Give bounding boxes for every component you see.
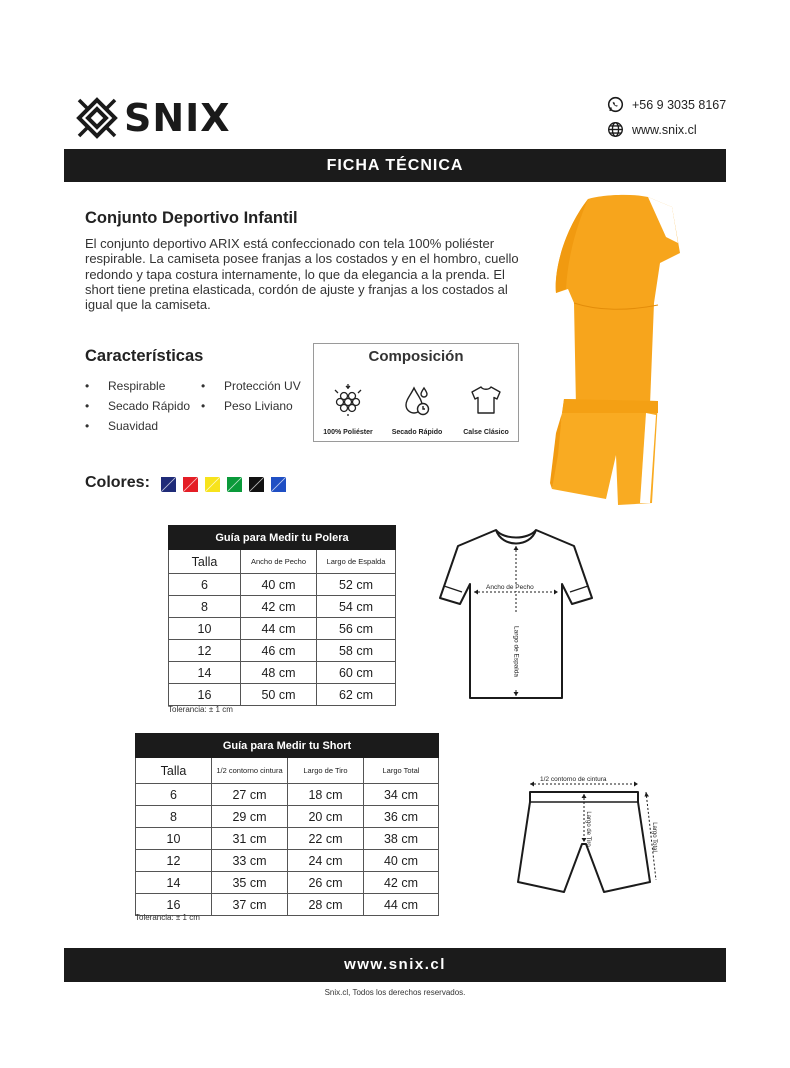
phone-contact[interactable]: [607, 96, 726, 113]
brand-logo: [76, 96, 231, 140]
size-cell: 12: [136, 850, 212, 872]
measure-cell: 28 cm: [288, 894, 364, 916]
shirt-tolerance: Tolerancia: ± 1 cm: [168, 705, 233, 714]
table-row: [136, 850, 439, 872]
feature-item: • Secado Rápido: [82, 398, 198, 414]
measure-cell: 36 cm: [364, 806, 439, 828]
globe-icon: [607, 121, 624, 138]
measure-cell: 62 cm: [317, 684, 396, 706]
table-header: Talla: [169, 550, 241, 574]
copyright: Snix.cl, Todos los derechos reservados.: [324, 988, 466, 997]
shirt-table-title: Guía para Medir tu Polera: [169, 526, 396, 550]
measure-cell: 46 cm: [241, 640, 317, 662]
table-row: [136, 806, 439, 828]
color-swatch[interactable]: [271, 477, 286, 492]
whatsapp-icon: [607, 96, 624, 113]
waist-label: 1/2 contorno de cintura: [540, 776, 607, 783]
measure-cell: 60 cm: [317, 662, 396, 684]
measure-cell: 50 cm: [241, 684, 317, 706]
footer-banner[interactable]: www.snix.cl: [64, 948, 726, 982]
composition-box: [313, 343, 519, 442]
tshirt-icon: [469, 382, 503, 418]
feature-item: • Respirable: [82, 378, 198, 394]
composition-title: Composición: [368, 348, 464, 365]
table-header: Largo de Tiro: [288, 758, 364, 784]
table-row: [169, 574, 396, 596]
table-row: [169, 662, 396, 684]
size-cell: 6: [136, 784, 212, 806]
feature-item: • Protección UV: [198, 378, 308, 394]
composition-classic-fit: [452, 382, 520, 436]
back-length-label: Largo de Espalda: [513, 614, 520, 690]
features-title: Características: [85, 347, 204, 365]
composition-quick-dry: [383, 382, 451, 436]
size-cell: 16: [169, 684, 241, 706]
color-swatch[interactable]: [205, 477, 220, 492]
measure-cell: 42 cm: [364, 872, 439, 894]
colors-label: Colores:: [85, 474, 150, 491]
shirt-size-table: [168, 525, 396, 706]
product-image: [548, 193, 682, 505]
total-length-label: Largo Total: [651, 822, 657, 852]
measure-cell: 31 cm: [212, 828, 288, 850]
table-row: [169, 596, 396, 618]
table-row: [169, 640, 396, 662]
measure-cell: 48 cm: [241, 662, 317, 684]
measure-cell: 18 cm: [288, 784, 364, 806]
quick-dry-icon: [400, 382, 434, 418]
measure-cell: 44 cm: [364, 894, 439, 916]
composition-label: 100% Poliéster: [323, 429, 373, 436]
size-cell: 10: [136, 828, 212, 850]
size-cell: 6: [169, 574, 241, 596]
short-measure-diagram: [508, 778, 660, 898]
feature-item: • Peso Liviano: [198, 398, 308, 414]
product-description: El conjunto deportivo ARIX está confeccionado con tela 100% poliéster respirable. La camiseta posee franjas a los costados y en el hombro, cuello redondo y tapa costura internamente, lo que da elegancia a la prenda. El short tiene pretina elasticada, cordón de ajuste y franjas a los costados al igual que la camiseta.: [85, 236, 519, 313]
composition-polyester: [314, 382, 382, 436]
size-cell: 14: [169, 662, 241, 684]
short-tolerance: Tolerancia: ± 1 cm: [135, 913, 200, 922]
measure-cell: 52 cm: [317, 574, 396, 596]
table-row: [136, 872, 439, 894]
website-contact[interactable]: [607, 121, 697, 138]
measure-cell: 42 cm: [241, 596, 317, 618]
measure-cell: 44 cm: [241, 618, 317, 640]
table-row: [169, 618, 396, 640]
short-table-title: Guía para Medir tu Short: [136, 734, 439, 758]
features-list: [82, 378, 312, 434]
measure-cell: 34 cm: [364, 784, 439, 806]
table-header: Largo de Espalda: [317, 550, 396, 574]
composition-label: Secado Rápido: [391, 429, 443, 436]
color-swatch[interactable]: [249, 477, 264, 492]
table-header: Talla: [136, 758, 212, 784]
short-size-table: [135, 733, 439, 916]
size-cell: 8: [169, 596, 241, 618]
website-link: www.snix.cl: [632, 122, 697, 137]
color-swatch[interactable]: [161, 477, 176, 492]
composition-label: Calse Clásico: [463, 429, 509, 436]
chest-label: Ancho de Pecho: [486, 584, 534, 591]
measure-cell: 26 cm: [288, 872, 364, 894]
size-cell: 14: [136, 872, 212, 894]
snix-logo-icon: [76, 97, 118, 139]
table-row: [136, 784, 439, 806]
measure-cell: 20 cm: [288, 806, 364, 828]
fabric-mesh-icon: [331, 382, 365, 418]
feature-item: • Suavidad: [82, 418, 198, 434]
table-header: Largo Total: [364, 758, 439, 784]
color-swatch[interactable]: [227, 477, 242, 492]
measure-cell: 27 cm: [212, 784, 288, 806]
table-header: Ancho de Pecho: [241, 550, 317, 574]
size-cell: 12: [169, 640, 241, 662]
product-title: Conjunto Deportivo Infantil: [85, 209, 298, 227]
size-cell: 10: [169, 618, 241, 640]
measure-cell: 38 cm: [364, 828, 439, 850]
measure-cell: 29 cm: [212, 806, 288, 828]
measure-cell: 54 cm: [317, 596, 396, 618]
measure-cell: 37 cm: [212, 894, 288, 916]
table-row: [169, 684, 396, 706]
measure-cell: 40 cm: [241, 574, 317, 596]
rise-label: Largo de Tiro: [585, 811, 591, 847]
size-cell: 8: [136, 806, 212, 828]
size-cell: 16: [136, 894, 212, 916]
table-header: 1/2 contorno cintura: [212, 758, 288, 784]
color-swatch[interactable]: [183, 477, 198, 492]
measure-cell: 24 cm: [288, 850, 364, 872]
measure-cell: 33 cm: [212, 850, 288, 872]
measure-cell: 22 cm: [288, 828, 364, 850]
measure-cell: 56 cm: [317, 618, 396, 640]
measure-cell: 58 cm: [317, 640, 396, 662]
table-row: [136, 828, 439, 850]
measure-cell: 40 cm: [364, 850, 439, 872]
brand-name: SNIX: [124, 96, 231, 140]
measure-cell: 35 cm: [212, 872, 288, 894]
phone-number: +56 9 3035 8167: [632, 97, 727, 112]
page-banner: FICHA TÉCNICA: [64, 149, 726, 182]
